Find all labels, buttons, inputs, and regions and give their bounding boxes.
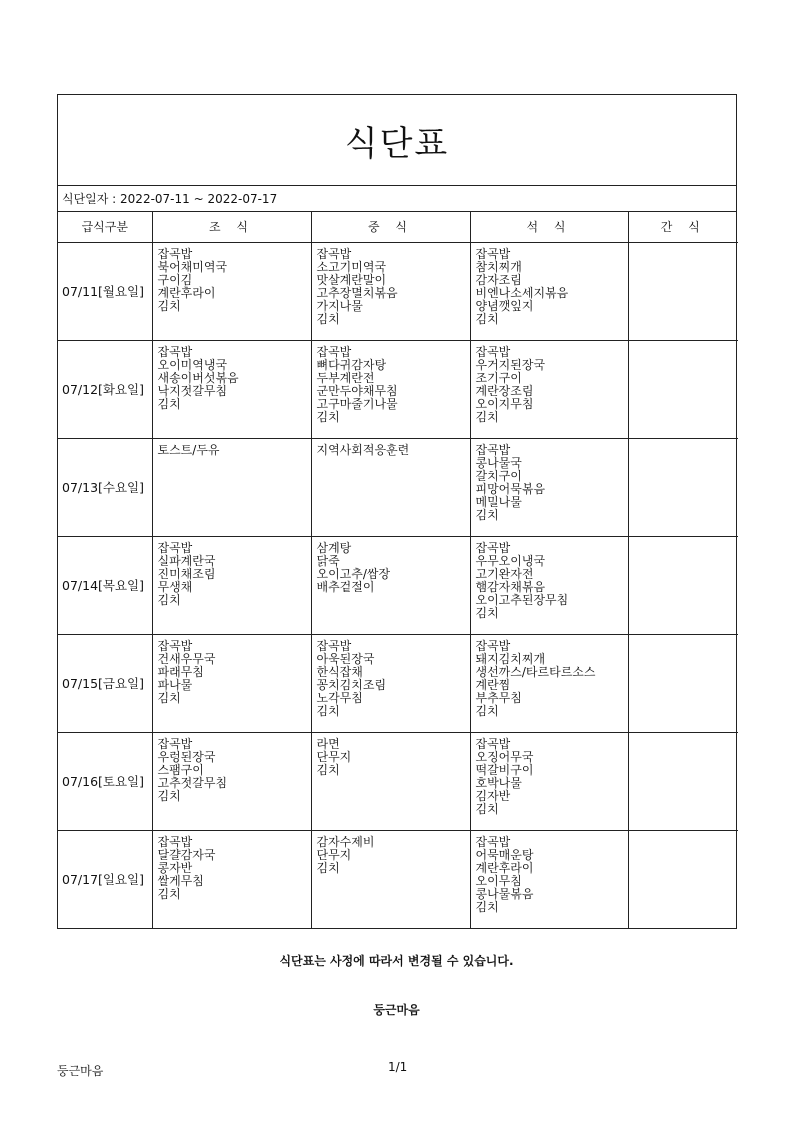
- date-cell: 07/11[월요일]: [58, 242, 152, 340]
- snack-cell: [628, 340, 738, 438]
- menu-item: 파래무침: [157, 664, 204, 679]
- change-notice: 식단표는 사정에 따라서 변경될 수 있습니다.: [279, 954, 514, 968]
- menu-item: 오이무침: [475, 873, 522, 888]
- menu-item: 김치: [475, 801, 499, 816]
- menu-item: 군만두야채무침: [316, 383, 398, 398]
- menu-item: 양념깻잎지: [475, 298, 534, 313]
- menu-item: 김치: [475, 507, 499, 522]
- menu-item: 고추장멸치볶음: [316, 285, 398, 300]
- date-cell: 07/12[화요일]: [58, 340, 152, 438]
- header-snack: 간 식: [628, 212, 738, 242]
- menu-item: 메밀나물: [475, 494, 522, 509]
- menu-item: 고추젓갈무침: [157, 775, 228, 790]
- menu-item: 돼지김치찌개: [475, 651, 546, 666]
- date-cell: 07/15[금요일]: [58, 634, 152, 732]
- header-category: 급식구분: [58, 212, 152, 242]
- menu-item: 어묵매운탕: [475, 847, 534, 862]
- menu-item: 꽁치김치조림: [316, 677, 387, 692]
- menu-item: 낙지젓갈무침: [157, 383, 228, 398]
- lunch-cell: [311, 536, 470, 634]
- menu-item: 단무지: [316, 749, 352, 764]
- menu-item: 실파계란국: [157, 553, 216, 568]
- menu-item: 토스트/두유: [157, 442, 220, 457]
- menu-item: 계란후라이: [475, 860, 534, 875]
- menu-item: 오이미역냉국: [157, 357, 228, 372]
- menu-item: 고기완자전: [475, 566, 534, 581]
- menu-item: 우무오이냉국: [475, 553, 546, 568]
- menu-item: 한식잡채: [316, 664, 363, 679]
- menu-item: 잡곡밥: [157, 638, 193, 653]
- breakfast-cell: [152, 830, 311, 928]
- breakfast-cell: [152, 242, 311, 340]
- menu-item: 김치: [316, 860, 340, 875]
- snack-cell: [628, 242, 738, 340]
- menu-item: 북어채미역국: [157, 259, 228, 274]
- menu-item: 부추무침: [475, 690, 522, 705]
- menu-item: 김치: [475, 899, 499, 914]
- menu-item: 맛살계란말이: [316, 272, 387, 287]
- menu-item: 우렁된장국: [157, 749, 216, 764]
- table-header-row: [58, 212, 738, 242]
- dinner-cell: [470, 242, 628, 340]
- menu-item: 잡곡밥: [475, 736, 511, 751]
- menu-item: 고구마줄기나물: [316, 396, 398, 411]
- table-row: [58, 438, 738, 536]
- menu-item: 떡갈비구이: [475, 762, 534, 777]
- menu-item: 햄감자채볶음: [475, 579, 546, 594]
- menu-item: 계란장조림: [475, 383, 534, 398]
- lunch-cell: [311, 340, 470, 438]
- menu-item: 스팸구이: [157, 762, 204, 777]
- menu-item: 조기구이: [475, 370, 522, 385]
- menu-item: 진미채조림: [157, 566, 216, 581]
- table-row: [58, 536, 738, 634]
- menu-item: 잡곡밥: [475, 834, 511, 849]
- menu-item: 닭죽: [316, 553, 340, 568]
- date-cell: 07/16[토요일]: [58, 732, 152, 830]
- lunch-cell: [311, 242, 470, 340]
- dinner-cell: [470, 634, 628, 732]
- menu-item: 구이김: [157, 272, 193, 287]
- menu-item: 계란후라이: [157, 285, 216, 300]
- breakfast-cell: [152, 438, 311, 536]
- menu-item: 잡곡밥: [157, 344, 193, 359]
- menu-item: 김치: [475, 605, 499, 620]
- footer-page-number: 1/1: [388, 1060, 408, 1074]
- menu-item: 김치: [157, 592, 181, 607]
- header-dinner: 석 식: [470, 212, 628, 242]
- menu-item: 김치: [157, 886, 181, 901]
- menu-item: 가지나물: [316, 298, 363, 313]
- menu-item: 삼계탕: [316, 540, 352, 555]
- table-row: [58, 242, 738, 340]
- menu-item: 오이지무침: [475, 396, 534, 411]
- menu-item: 건새우무국: [157, 651, 216, 666]
- menu-item: 김자반: [475, 788, 511, 803]
- menu-item: 김치: [157, 788, 181, 803]
- snack-cell: [628, 830, 738, 928]
- menu-item: 두부계란전: [316, 370, 375, 385]
- menu-item: 소고기미역국: [316, 259, 387, 274]
- table-row: [58, 340, 738, 438]
- dinner-cell: [470, 732, 628, 830]
- menu-item: 잡곡밥: [316, 638, 352, 653]
- menu-item: 잡곡밥: [475, 442, 511, 457]
- lunch-cell: [311, 438, 470, 536]
- date-cell: 07/13[수요일]: [58, 438, 152, 536]
- menu-item: 잡곡밥: [157, 736, 193, 751]
- menu-item: 잡곡밥: [157, 246, 193, 261]
- menu-item: 김치: [475, 703, 499, 718]
- menu-item: 생선까스/타르타르소스: [475, 664, 596, 679]
- menu-item: 김치: [316, 703, 340, 718]
- menu-item: 아욱된장국: [316, 651, 375, 666]
- table-row: [58, 634, 738, 732]
- menu-item: 라면: [316, 736, 340, 751]
- menu-item: 지역사회적응훈련: [316, 442, 410, 457]
- menu-item: 오징어무국: [475, 749, 534, 764]
- menu-item: 호박나물: [475, 775, 522, 790]
- header-lunch: 중 식: [311, 212, 470, 242]
- breakfast-cell: [152, 536, 311, 634]
- footer-organization: 둥근마음: [57, 1064, 104, 1078]
- date-cell: 07/17[일요일]: [58, 830, 152, 928]
- menu-item: 오이고추된장무침: [475, 592, 569, 607]
- lunch-cell: [311, 830, 470, 928]
- menu-item: 김치: [157, 396, 181, 411]
- menu-item: 콩자반: [157, 860, 193, 875]
- menu-item: 잡곡밥: [475, 246, 511, 261]
- snack-cell: [628, 732, 738, 830]
- dinner-cell: [470, 438, 628, 536]
- menu-item: 잡곡밥: [316, 246, 352, 261]
- breakfast-cell: [152, 634, 311, 732]
- menu-item: 비엔나소세지볶음: [475, 285, 569, 300]
- title-box: [58, 95, 736, 186]
- menu-item: 김치: [316, 409, 340, 424]
- lunch-cell: [311, 634, 470, 732]
- organization-name: 둥근마음: [373, 1003, 420, 1017]
- menu-item: 김치: [157, 298, 181, 313]
- menu-item: 감자조림: [475, 272, 522, 287]
- menu-item: 달걀감자국: [157, 847, 216, 862]
- menu-item: 잡곡밥: [475, 344, 511, 359]
- menu-item: 노각무침: [316, 690, 363, 705]
- menu-item: 배추겉절이: [316, 579, 375, 594]
- menu-item: 콩나물국: [475, 455, 522, 470]
- menu-item: 쌀게무침: [157, 873, 204, 888]
- lunch-cell: [311, 732, 470, 830]
- menu-item: 단무지: [316, 847, 352, 862]
- menu-item: 우거지된장국: [475, 357, 546, 372]
- snack-cell: [628, 634, 738, 732]
- menu-item: 계란찜: [475, 677, 511, 692]
- dinner-cell: [470, 830, 628, 928]
- menu-item: 잡곡밥: [475, 638, 511, 653]
- menu-item: 무생채: [157, 579, 193, 594]
- menu-item: 잡곡밥: [475, 540, 511, 555]
- menu-item: 파나물: [157, 677, 193, 692]
- header-breakfast: 조 식: [152, 212, 311, 242]
- menu-item: 잡곡밥: [316, 344, 352, 359]
- meal-table: [58, 212, 738, 928]
- table-row: [58, 830, 738, 928]
- menu-item: 잡곡밥: [157, 834, 193, 849]
- menu-item: 김치: [157, 690, 181, 705]
- snack-cell: [628, 438, 738, 536]
- menu-item: 뼈다귀감자탕: [316, 357, 387, 372]
- menu-item: 콩나물볶음: [475, 886, 534, 901]
- menu-item: 김치: [475, 409, 499, 424]
- menu-item: 잡곡밥: [157, 540, 193, 555]
- menu-item: 피망어묵볶음: [475, 481, 546, 496]
- breakfast-cell: [152, 732, 311, 830]
- menu-item: 새송이버섯볶음: [157, 370, 239, 385]
- menu-item: 감자수제비: [316, 834, 375, 849]
- menu-item: 김치: [316, 311, 340, 326]
- snack-cell: [628, 536, 738, 634]
- breakfast-cell: [152, 340, 311, 438]
- table-row: [58, 732, 738, 830]
- menu-sheet: [57, 94, 737, 929]
- dinner-cell: [470, 536, 628, 634]
- menu-item: 김치: [316, 762, 340, 777]
- menu-item: 참치찌개: [475, 259, 522, 274]
- menu-item: 오이고추/쌈장: [316, 566, 391, 581]
- date-cell: 07/14[목요일]: [58, 536, 152, 634]
- menu-item: 갈치구이: [475, 468, 522, 483]
- menu-item: 김치: [475, 311, 499, 326]
- page-title: 식단표: [344, 123, 450, 164]
- dinner-cell: [470, 340, 628, 438]
- period-label: 식단일자 : 2022-07-11 ~ 2022-07-17: [58, 186, 736, 212]
